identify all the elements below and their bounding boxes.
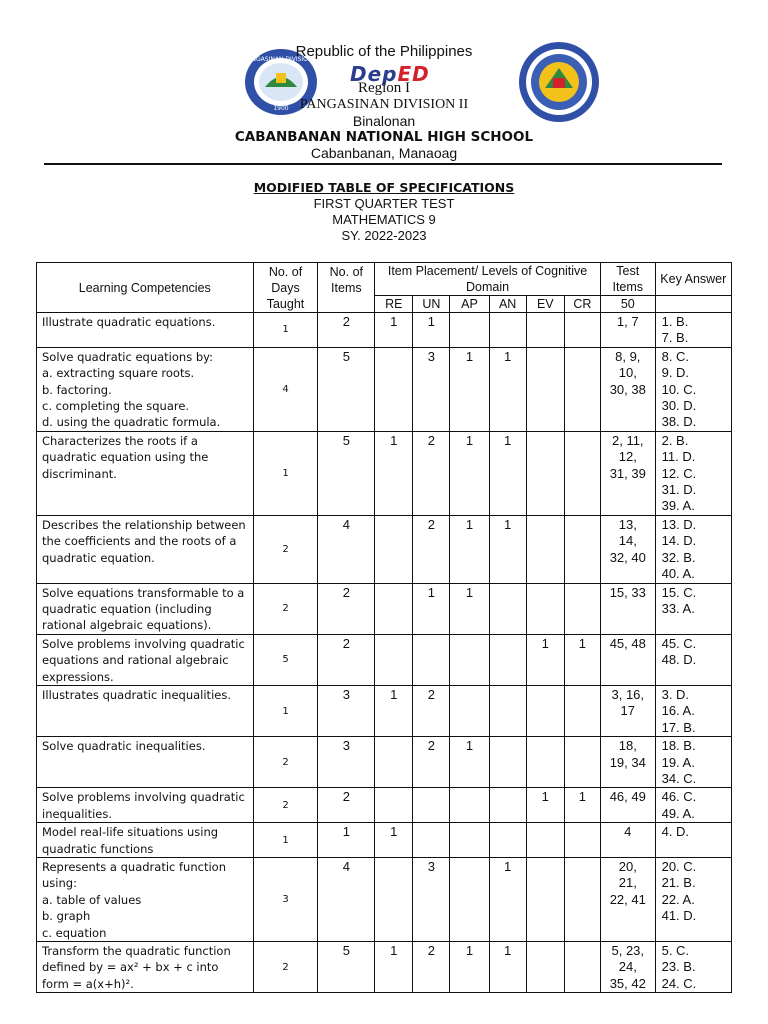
- key-answer-cell: 4. D.: [655, 823, 731, 858]
- competency-cell: Transform the quadratic function defined by = ax² + bx + c into form = a(x+h)².: [37, 942, 254, 993]
- days-taught-cell: 3: [253, 858, 318, 942]
- level-re-cell: [375, 634, 413, 685]
- test-items-cell: 3, 16, 17: [600, 685, 655, 736]
- table-row: [37, 313, 732, 348]
- table-row: [37, 858, 732, 942]
- days-taught-cell: 5: [253, 634, 318, 685]
- days-taught-cell: 1: [253, 685, 318, 736]
- days-taught-cell: 4: [253, 347, 318, 431]
- items-count-cell: 5: [318, 942, 375, 993]
- key-answer-cell: 45. C. 48. D.: [655, 634, 731, 685]
- header-level-cr: CR: [564, 296, 600, 313]
- level-un-cell: 2: [413, 942, 450, 993]
- level-re-cell: [375, 583, 413, 634]
- days-taught-cell: 2: [253, 515, 318, 583]
- division-line: PANGASINAN DIVISION II: [299, 97, 469, 112]
- header-test-items: Test Items: [600, 263, 655, 296]
- header-key: Key Answer: [655, 263, 731, 296]
- level-ev-cell: [526, 347, 564, 431]
- level-cr-cell: [564, 515, 600, 583]
- competency-cell: Solve quadratic equations by: a. extracting square roots. b. factoring. c. completing the square. d. using the quadratic formula.: [37, 347, 254, 431]
- level-un-cell: 2: [413, 737, 450, 788]
- header-level-ap: AP: [450, 296, 489, 313]
- level-an-cell: [489, 788, 526, 823]
- svg-text:1900: 1900: [273, 105, 289, 112]
- district-line: Binalonan: [352, 113, 416, 129]
- items-count-cell: 2: [318, 313, 375, 348]
- level-un-cell: 2: [413, 515, 450, 583]
- level-re-cell: [375, 515, 413, 583]
- key-answer-cell: 8. C. 9. D. 10. C. 30. D. 38. D.: [655, 347, 731, 431]
- test-items-cell: 4: [600, 823, 655, 858]
- school-name: CABANBANAN NATIONAL HIGH SCHOOL: [234, 129, 534, 145]
- table-row: [37, 583, 732, 634]
- level-ap-cell: [450, 788, 489, 823]
- key-answer-cell: 15. C. 33. A.: [655, 583, 731, 634]
- level-cr-cell: [564, 823, 600, 858]
- level-ap-cell: 1: [450, 431, 489, 515]
- header-level-un: UN: [413, 296, 450, 313]
- test-items-cell: 2, 11, 12, 31, 39: [600, 431, 655, 515]
- test-items-cell: 18, 19, 34: [600, 737, 655, 788]
- level-ev-cell: [526, 431, 564, 515]
- items-count-cell: 4: [318, 515, 375, 583]
- level-ev-cell: [526, 737, 564, 788]
- header-competencies: Learning Competencies: [37, 263, 254, 313]
- level-an-cell: 1: [489, 347, 526, 431]
- level-ev-cell: [526, 942, 564, 993]
- level-cr-cell: [564, 347, 600, 431]
- test-items-cell: 1, 7: [600, 313, 655, 348]
- items-count-cell: 2: [318, 788, 375, 823]
- level-cr-cell: [564, 942, 600, 993]
- days-taught-cell: 2: [253, 583, 318, 634]
- header-items: No. of Items: [318, 263, 375, 313]
- test-items-cell: 20, 21, 22, 41: [600, 858, 655, 942]
- level-ap-cell: [450, 685, 489, 736]
- school-address: Cabanbanan, Manaoag: [310, 145, 458, 161]
- level-ap-cell: 1: [450, 583, 489, 634]
- competency-cell: Represents a quadratic function using: a. table of values b. graph c. equation: [37, 858, 254, 942]
- level-cr-cell: [564, 583, 600, 634]
- test-items-cell: 13, 14, 32, 40: [600, 515, 655, 583]
- header-level-ev: EV: [526, 296, 564, 313]
- items-count-cell: 5: [318, 347, 375, 431]
- level-ap-cell: 1: [450, 942, 489, 993]
- items-count-cell: 1: [318, 823, 375, 858]
- level-an-cell: 1: [489, 515, 526, 583]
- key-answer-cell: 3. D. 16. A. 17. B.: [655, 685, 731, 736]
- level-re-cell: [375, 788, 413, 823]
- level-cr-cell: [564, 685, 600, 736]
- level-an-cell: 1: [489, 431, 526, 515]
- days-taught-cell: 1: [253, 823, 318, 858]
- table-row: [37, 347, 732, 431]
- header-days: No. of Days Taught: [253, 263, 318, 313]
- competency-cell: Solve equations transformable to a quadratic equation (including rational algebraic equations).: [37, 583, 254, 634]
- level-ap-cell: 1: [450, 347, 489, 431]
- competency-cell: Illustrates quadratic inequalities.: [37, 685, 254, 736]
- table-row: [37, 634, 732, 685]
- items-count-cell: 2: [318, 634, 375, 685]
- level-ap-cell: [450, 858, 489, 942]
- test-items-cell: 5, 23, 24, 35, 42: [600, 942, 655, 993]
- level-re-cell: 1: [375, 685, 413, 736]
- level-cr-cell: [564, 313, 600, 348]
- level-an-cell: [489, 634, 526, 685]
- test-items-cell: 46, 49: [600, 788, 655, 823]
- level-ev-cell: [526, 823, 564, 858]
- level-an-cell: [489, 737, 526, 788]
- key-answer-cell: 5. C. 23. B. 24. C.: [655, 942, 731, 993]
- table-row: [37, 515, 732, 583]
- level-ev-cell: [526, 583, 564, 634]
- level-ap-cell: [450, 634, 489, 685]
- days-taught-cell: 1: [253, 431, 318, 515]
- competency-cell: Solve quadratic inequalities.: [37, 737, 254, 788]
- document-title: MODIFIED TABLE OF SPECIFICATIONS: [253, 180, 515, 195]
- key-answer-cell: 18. B. 19. A. 34. C.: [655, 737, 731, 788]
- level-ev-cell: 1: [526, 634, 564, 685]
- level-an-cell: 1: [489, 942, 526, 993]
- school-year: SY. 2022-2023: [341, 228, 427, 243]
- region-line: Region I: [357, 80, 411, 96]
- level-an-cell: [489, 313, 526, 348]
- items-count-cell: 3: [318, 737, 375, 788]
- specifications-table: [36, 262, 732, 993]
- level-re-cell: [375, 347, 413, 431]
- level-un-cell: [413, 823, 450, 858]
- level-re-cell: [375, 858, 413, 942]
- items-count-cell: 4: [318, 858, 375, 942]
- days-taught-cell: 2: [253, 788, 318, 823]
- key-answer-cell: 1. B. 7. B.: [655, 313, 731, 348]
- header-placement: Item Placement/ Levels of Cognitive Domain: [375, 263, 601, 296]
- test-items-cell: 8, 9, 10, 30, 38: [600, 347, 655, 431]
- level-cr-cell: [564, 431, 600, 515]
- level-ap-cell: 1: [450, 737, 489, 788]
- key-answer-cell: 20. C. 21. B. 22. A. 41. D.: [655, 858, 731, 942]
- level-ev-cell: [526, 515, 564, 583]
- level-ap-cell: [450, 823, 489, 858]
- key-answer-cell: 46. C. 49. A.: [655, 788, 731, 823]
- svg-text:PANGASINAN DIVISION II: PANGASINAN DIVISION II: [244, 56, 318, 63]
- level-ev-cell: [526, 858, 564, 942]
- competency-cell: Characterizes the roots if a quadratic equation using the discriminant.: [37, 431, 254, 515]
- header-test-items-total: 50: [600, 296, 655, 313]
- subject-name: MATHEMATICS 9: [332, 212, 436, 227]
- level-ev-cell: [526, 685, 564, 736]
- days-taught-cell: 2: [253, 737, 318, 788]
- header-level-re: RE: [375, 296, 413, 313]
- items-count-cell: 3: [318, 685, 375, 736]
- level-an-cell: [489, 685, 526, 736]
- level-cr-cell: [564, 858, 600, 942]
- level-ap-cell: 1: [450, 515, 489, 583]
- key-answer-cell: 2. B. 11. D. 12. C. 31. D. 39. A.: [655, 431, 731, 515]
- key-answer-cell: 13. D. 14. D. 32. B. 40. A.: [655, 515, 731, 583]
- test-name: FIRST QUARTER TEST: [313, 196, 455, 211]
- items-count-cell: 5: [318, 431, 375, 515]
- level-re-cell: 1: [375, 823, 413, 858]
- competency-cell: Solve problems involving quadratic inequalities.: [37, 788, 254, 823]
- level-un-cell: [413, 634, 450, 685]
- test-items-cell: 15, 33: [600, 583, 655, 634]
- level-un-cell: 3: [413, 858, 450, 942]
- republic-line: Republic of the Philippines: [295, 43, 473, 60]
- level-an-cell: [489, 823, 526, 858]
- level-an-cell: 1: [489, 858, 526, 942]
- level-un-cell: 2: [413, 431, 450, 515]
- level-ev-cell: [526, 313, 564, 348]
- header-level-an: AN: [489, 296, 526, 313]
- header-key-blank: [655, 296, 731, 313]
- level-un-cell: 3: [413, 347, 450, 431]
- level-un-cell: 1: [413, 583, 450, 634]
- deped-logo: DepED: [350, 62, 430, 86]
- days-taught-cell: 2: [253, 942, 318, 993]
- header-divider: [44, 163, 722, 165]
- table-row: [37, 685, 732, 736]
- table-row: [37, 431, 732, 515]
- table-row: [37, 942, 732, 993]
- competency-cell: Solve problems involving quadratic equations and rational algebraic expressions.: [37, 634, 254, 685]
- level-re-cell: 1: [375, 431, 413, 515]
- level-un-cell: 2: [413, 685, 450, 736]
- competency-cell: Describes the relationship between the coefficients and the roots of a quadratic equation.: [37, 515, 254, 583]
- test-items-cell: 45, 48: [600, 634, 655, 685]
- level-cr-cell: [564, 737, 600, 788]
- table-row: [37, 788, 732, 823]
- items-count-cell: 2: [318, 583, 375, 634]
- level-re-cell: 1: [375, 313, 413, 348]
- table-row: [37, 823, 732, 858]
- level-un-cell: [413, 788, 450, 823]
- competency-cell: Model real-life situations using quadratic functions: [37, 823, 254, 858]
- level-ev-cell: 1: [526, 788, 564, 823]
- level-re-cell: [375, 737, 413, 788]
- level-ap-cell: [450, 313, 489, 348]
- level-un-cell: 1: [413, 313, 450, 348]
- level-cr-cell: 1: [564, 634, 600, 685]
- competency-cell: Illustrate quadratic equations.: [37, 313, 254, 348]
- level-cr-cell: 1: [564, 788, 600, 823]
- days-taught-cell: 1: [253, 313, 318, 348]
- level-re-cell: 1: [375, 942, 413, 993]
- table-row: [37, 737, 732, 788]
- level-an-cell: [489, 583, 526, 634]
